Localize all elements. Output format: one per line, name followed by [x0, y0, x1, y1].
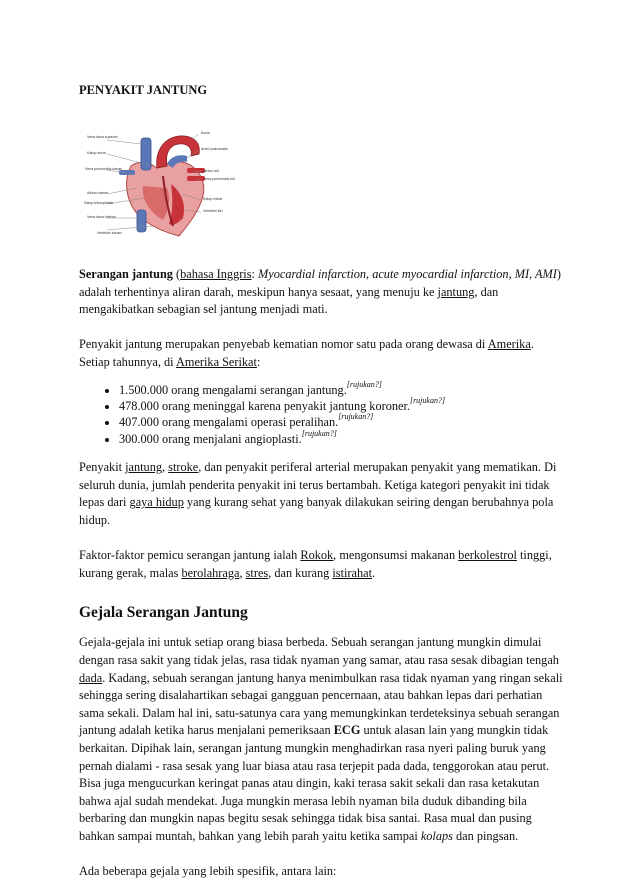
ref-link[interactable]: [rujukan?]: [409, 395, 446, 405]
paragraph-text: Penyakit jantung merupakan penyebab kematian nomor satu pada orang dewasa di: [79, 337, 488, 352]
paragraph-text: , dan penyakit periferal arterial merupakan penyakit yang mematikan. Di seluruh dunia, jumlah penderita penyakit ini terus bertambah. Ketiga kategori penyakit ini tidak lepas dari: [79, 460, 557, 510]
ref-link[interactable]: [rujukan?]: [338, 412, 374, 422]
paragraph-text: dan pingsan.: [452, 828, 519, 843]
label-vena-pulmonalis-kiri: Vena pulmonalis kiri: [203, 177, 235, 181]
paragraph-text: Faktor-faktor pemicu serangan jantung ialah: [79, 548, 301, 563]
list-item: [119, 428, 565, 447]
paragraph-text: Penyakit: [79, 460, 126, 475]
link-stres[interactable]: stres: [245, 565, 269, 580]
paragraph-specific-symptoms: Ada beberapa gejala yang lebih spesifik, antara lain:: [79, 864, 337, 879]
label-vena-kava-superior: Vena kava superior: [87, 135, 118, 139]
link-jantung[interactable]: jantung: [437, 284, 475, 299]
link-berolahraga[interactable]: berolahraga: [181, 565, 240, 580]
paragraph-text: . Kadang, sebuah serangan jantung hanya menimbulkan rasa tidak nyaman yang ringan sekali sehingga sering disalahartikan sebagai gangguan pencernaan, atau bahkan lepas dari perhatian sama sekali. Dalam hal ini, satu-satunya cara yang memungkinkan terdeteksinya sebuah serangan jantung adalah ketika harus menjalani pemeriksaan: [79, 670, 563, 738]
heart-anatomy-figure: [83, 126, 241, 238]
document-body: [79, 82, 565, 881]
paragraph-text: yang kurang sehat yang banyak dilakukan seiring dengan berubahnya pola hidup.: [79, 495, 554, 527]
term-kolaps: kolaps: [420, 828, 453, 843]
ref-link[interactable]: [rujukan?]: [301, 428, 337, 438]
paragraph-symptoms: [79, 634, 565, 845]
term-ecg: ECG: [333, 723, 361, 738]
label-ventrikel-kiri: Ventrikel kiri: [203, 209, 223, 213]
list-item-text: 478.000 orang meninggal karena penyakit jantung koroner.: [119, 398, 410, 413]
label-aorta: Aorta: [201, 131, 210, 135]
paragraph-text: , mengonsumsi makanan: [333, 548, 459, 563]
paragraph-text: , dan kurang: [268, 565, 333, 580]
label-atrium-kiri: Atrium kiri: [203, 169, 219, 173]
link-amerika-serikat[interactable]: Amerika Serikat: [176, 354, 257, 369]
paragraph-deadly-diseases: [79, 459, 565, 529]
label-ventrikel-kanan: Ventrikel kanan: [97, 231, 122, 235]
label-vena-pulmonalis-kanan: Vena pulmonalis kanan: [85, 167, 123, 171]
label-katup-aorta: Katup aorta: [87, 151, 106, 155]
link-dada[interactable]: dada: [79, 670, 103, 685]
link-istirahat[interactable]: istirahat: [332, 565, 373, 580]
english-terms: Myocardial infarction, acute myocardial infarction, MI, AMI: [258, 267, 557, 281]
ref-link[interactable]: [rujukan?]: [346, 379, 382, 389]
link-stroke[interactable]: stroke: [168, 460, 199, 475]
list-item-text: 1.500.000 orang mengalami serangan jantung.: [119, 382, 347, 397]
paragraph-text: . Setiap tahunnya, di: [79, 337, 534, 369]
heart-diagram-image: [83, 126, 241, 238]
list-item: [119, 414, 565, 430]
label-arteri-pulmonalis: Arteri pulmonalis: [201, 147, 228, 151]
link-berkolestrol[interactable]: berkolestrol: [458, 548, 517, 563]
label-vena-kava-inferior: Vena kava inferior: [87, 215, 116, 219]
intro-text: , dan mengakibatkan sebagian sel jantung menjadi mati.: [79, 284, 499, 317]
link-amerika[interactable]: Amerika: [487, 337, 531, 352]
term-serangan-jantung: Serangan jantung: [79, 267, 173, 281]
intro-text: :: [251, 267, 259, 281]
paragraph-text: :: [256, 354, 261, 369]
label-katup-mitral: Katup mitral: [203, 197, 223, 201]
intro-text: (: [172, 267, 181, 281]
link-gaya-hidup[interactable]: gaya hidup: [129, 495, 184, 510]
paragraph-text: ,: [239, 565, 246, 580]
paragraph-text: Gejala-gejala ini untuk setiap orang biasa berbeda. Sebuah serangan jantung mungkin dimulai dengan rasa sakit yang tidak jelas, rasa tidak nyaman yang samar, atau rasa sesak dibagian tengah: [79, 635, 559, 667]
link-bahasa-inggris[interactable]: bahasa Inggris: [180, 267, 252, 281]
paragraph-risk-factors: [79, 547, 565, 582]
label-atrium-kanan: Atrium kanan: [87, 191, 109, 195]
paragraph-text: untuk alasan lain yang mungkin tidak berkaitan. Dipihak lain, serangan jantung mungkin menghadirkan rasa nyeri paling buruk yang pernah dialami - rasa sesak yang luar biasa atau rasa terjepit pada dada, tenggorokan atau perut. Bisa juga mengucurkan keringat panas atau dingin, kaki terasa sakit sekali dan rasa ketakutan bahwa ajal sudah mendekat. Juga mungkin merasa lebih nyaman bila duduk dibanding bila berbaring dan mungkin napas begitu sesak sehingga tidak bisa santai. Rasa mual dan pusing bahkan sampai muntah, bahkan yang lebih parah yaitu ketika sampai: [79, 723, 550, 843]
label-katup-trikuspidalis: Katup trikuspidalis: [84, 201, 114, 205]
paragraph-statistics: [79, 336, 565, 371]
link-rokok[interactable]: Rokok: [300, 548, 334, 563]
statistics-list: [79, 379, 565, 448]
list-item: [119, 379, 565, 398]
page-title: PENYAKIT JANTUNG: [79, 83, 208, 97]
paragraph-text: ,: [162, 460, 169, 475]
list-item-text: 407.000 orang mengalami operasi peralihan.: [119, 415, 339, 430]
list-item-text: 300.000 orang menjalani angioplasti.: [119, 431, 302, 446]
paragraph-text: .: [372, 565, 376, 580]
link-jantung-2[interactable]: jantung: [125, 460, 162, 475]
paragraph-text: tinggi, kurang gerak, malas: [79, 548, 552, 580]
intro-paragraph: [79, 266, 565, 319]
intro-text: ) adalah terhentinya aliran darah, meskipun hanya sesaat, yang menuju ke: [79, 267, 561, 299]
section-heading: Gejala Serangan Jantung: [79, 604, 248, 622]
